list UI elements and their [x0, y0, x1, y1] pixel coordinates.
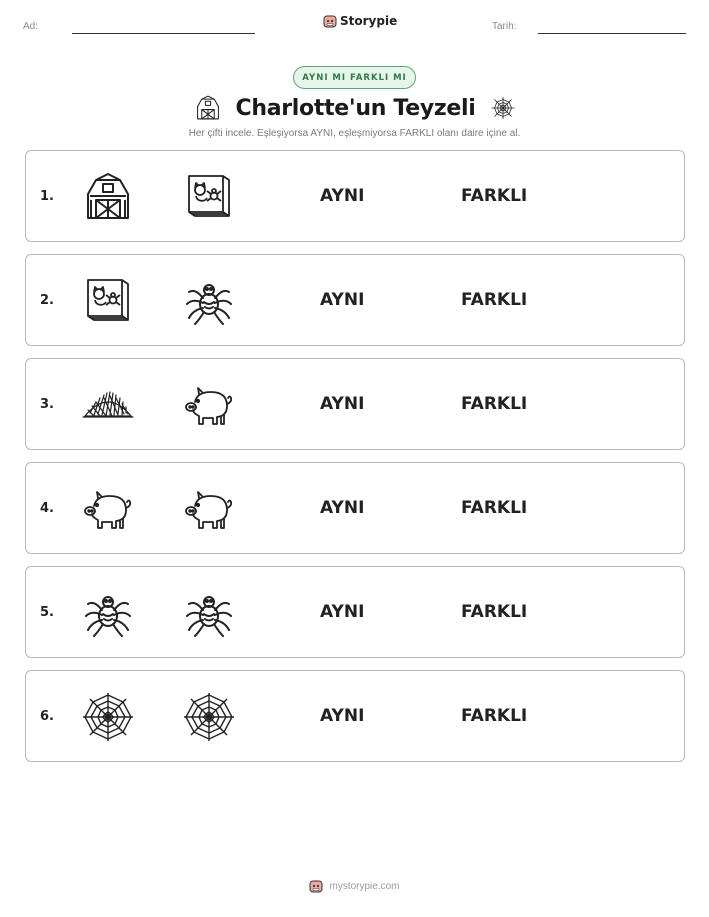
- choice-different[interactable]: FARKLI: [461, 498, 528, 518]
- row-number: 2.: [40, 292, 54, 308]
- spider-web-icon: [490, 95, 516, 121]
- book-icon: [82, 276, 134, 326]
- choice-same[interactable]: AYNI: [320, 394, 365, 414]
- choice-different[interactable]: FARKLI: [461, 186, 528, 206]
- storypie-logo-icon: [309, 879, 323, 893]
- choice-different[interactable]: FARKLI: [461, 706, 528, 726]
- page-title: Charlotte'un Teyzeli: [235, 95, 476, 121]
- exercise-row: [25, 150, 685, 242]
- choice-same[interactable]: AYNI: [320, 706, 365, 726]
- storypie-logo-icon: [323, 14, 337, 28]
- row-number: 3.: [40, 396, 54, 412]
- date-line[interactable]: [538, 33, 686, 34]
- name-line[interactable]: [72, 33, 255, 34]
- exercise-row: [25, 462, 685, 554]
- row-number: 4.: [40, 500, 54, 516]
- pig-icon: [82, 484, 134, 534]
- row-number: 5.: [40, 604, 54, 620]
- brand-logo: [323, 14, 397, 28]
- exercise-row: [25, 358, 685, 450]
- row-number: 1.: [40, 188, 54, 204]
- badge-text: AYNI MI FARKLI MI: [302, 72, 407, 83]
- barn-icon: [82, 172, 134, 222]
- choice-same[interactable]: AYNI: [320, 290, 365, 310]
- page-footer: [0, 879, 709, 893]
- brand-name: Storypie: [340, 14, 398, 28]
- exercise-row: [25, 566, 685, 658]
- name-label: Ad:: [23, 21, 39, 32]
- spider-icon: [82, 588, 134, 638]
- worksheet-header: [0, 0, 709, 50]
- pig-icon: [183, 484, 235, 534]
- barn-icon: [194, 95, 222, 121]
- spider-icon: [183, 588, 235, 638]
- instructions: Her çifti incele. Eşleşiyorsa AYNI, eşleşmiyorsa FARKLI olanı daire içine al.: [188, 128, 521, 139]
- choice-same[interactable]: AYNI: [320, 498, 365, 518]
- choice-different[interactable]: FARKLI: [461, 602, 528, 622]
- activity-type-badge: [293, 66, 416, 89]
- choice-different[interactable]: FARKLI: [461, 290, 528, 310]
- choice-different[interactable]: FARKLI: [461, 394, 528, 414]
- date-label: Tarih:: [492, 21, 517, 32]
- exercise-row: [25, 254, 685, 346]
- title-block: [0, 91, 709, 125]
- spider-icon: [183, 276, 235, 326]
- book-icon: [183, 172, 235, 222]
- hay-pile-icon: [82, 380, 134, 430]
- spider-web-icon: [82, 692, 134, 742]
- spider-web-icon: [183, 692, 235, 742]
- footer-url: mystorypie.com: [329, 880, 400, 892]
- exercise-row: [25, 670, 685, 762]
- row-number: 6.: [40, 708, 54, 724]
- choice-same[interactable]: AYNI: [320, 602, 365, 622]
- pig-icon: [183, 380, 235, 430]
- choice-same[interactable]: AYNI: [320, 186, 365, 206]
